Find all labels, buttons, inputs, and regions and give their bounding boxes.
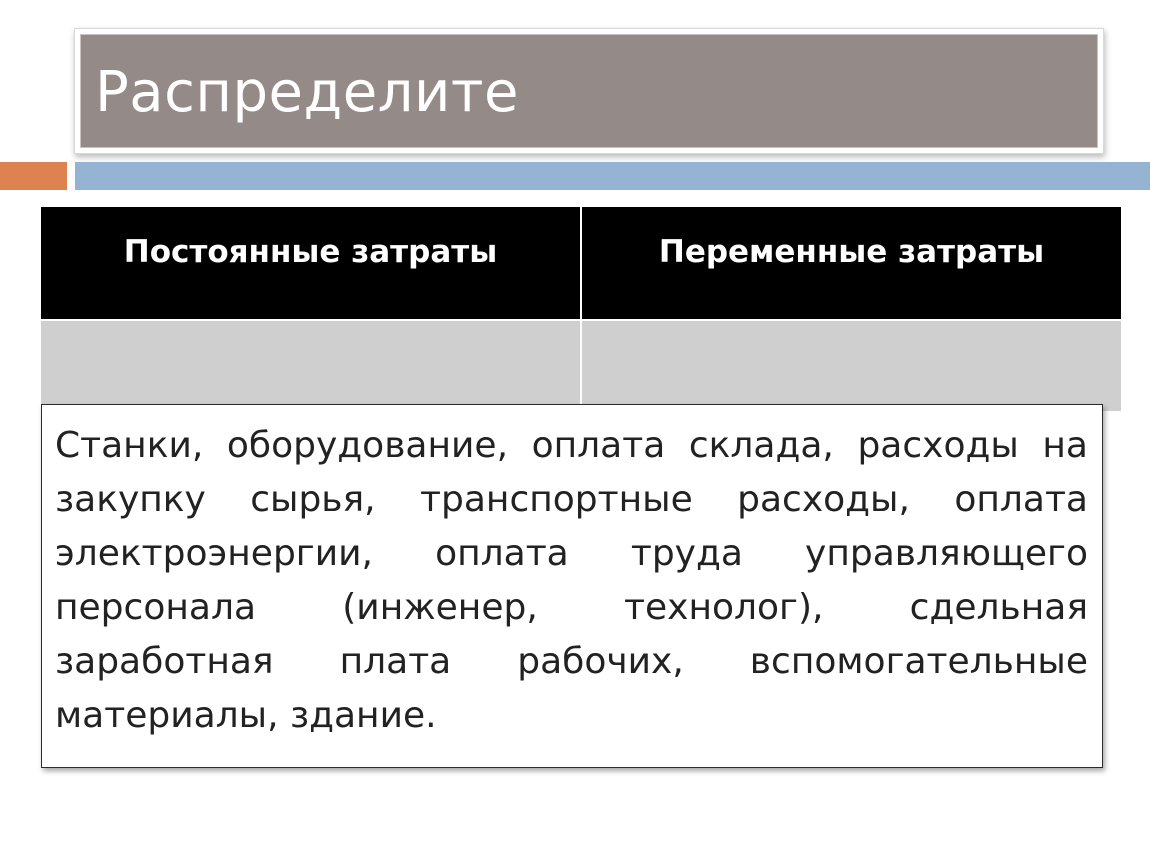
cost-classification-table <box>39 205 1123 413</box>
slide-title[interactable]: Распределите <box>95 60 519 125</box>
accent-bar-orange <box>0 162 67 190</box>
items-text-box[interactable] <box>41 404 1103 768</box>
table-row <box>40 320 1122 412</box>
fixed-costs-cell[interactable] <box>40 320 581 412</box>
table-header-row <box>40 206 1122 320</box>
items-list-text: Станки, оборудование, оплата склада, расходы на закупку сырья, транспортные расходы, оплата электроэнергии, оплата труда управляющего персонала (инженер, технолог), сдельная заработная плата рабочих, вспомогательные материалы, здание. <box>55 425 1088 736</box>
accent-bar-blue <box>75 162 1150 190</box>
title-box <box>74 28 1104 154</box>
title-background <box>80 34 1098 148</box>
variable-costs-cell[interactable] <box>581 320 1122 412</box>
header-fixed-costs[interactable]: Постоянные затраты <box>40 206 581 320</box>
header-variable-costs[interactable]: Переменные затраты <box>581 206 1122 320</box>
